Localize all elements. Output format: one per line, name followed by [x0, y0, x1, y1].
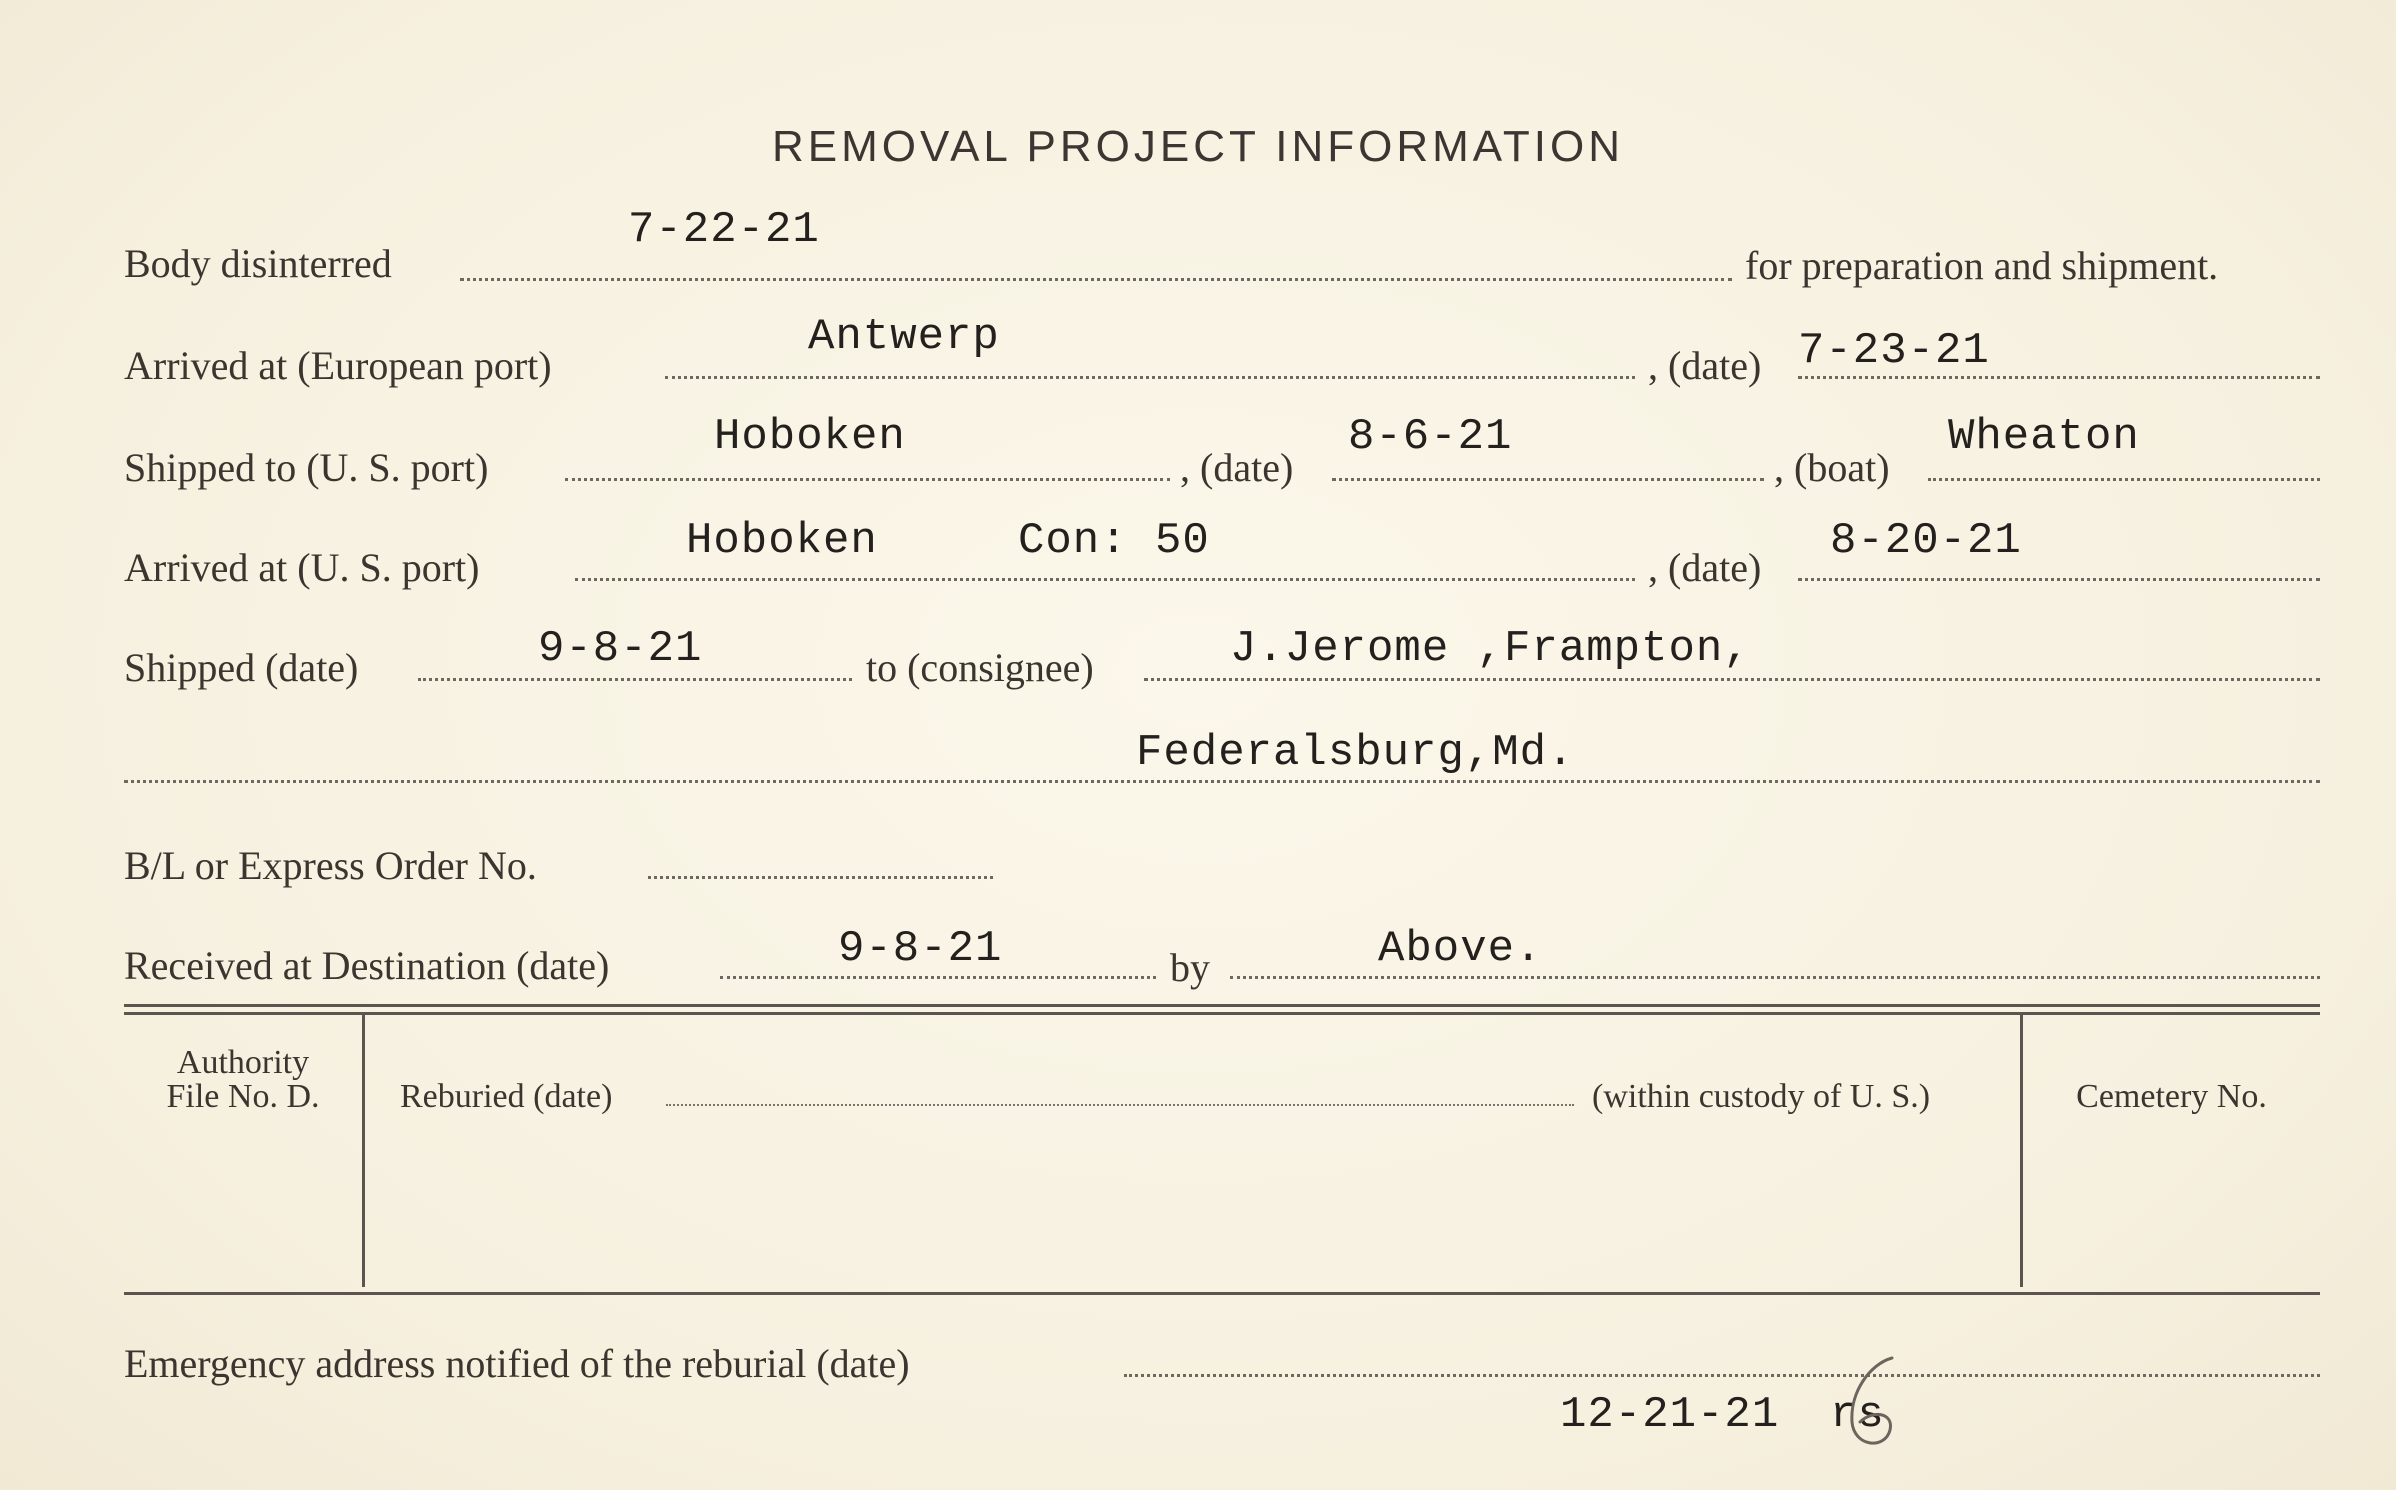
emergency-label: Emergency address notified of the reburial (date) — [124, 1341, 910, 1386]
arrived-european-date-label: , (date) — [1648, 343, 1762, 388]
reburied-label: Reburied (date) — [400, 1078, 613, 1115]
shipped-to-us-port: Hoboken — [714, 412, 906, 462]
card-title: REMOVAL PROJECT INFORMATION — [772, 122, 1624, 171]
consignee-name: J.Jerome ,Frampton, — [1230, 624, 1751, 674]
shipped-to-us-boat-label: , (boat) — [1774, 445, 1890, 490]
consignee-label: to (consignee) — [866, 645, 1094, 690]
authority-label-2: File No. D. — [166, 1078, 320, 1115]
arrived-us-date-line — [1798, 578, 2320, 581]
reburied-line — [666, 1104, 1574, 1106]
shipped-to-us-date-label: , (date) — [1180, 445, 1294, 490]
emergency-date: 12-21-21 — [1560, 1390, 1780, 1440]
body-disinterred-label: Body disinterred — [124, 241, 392, 286]
handwritten-mark — [1830, 1352, 1920, 1462]
table-bottom-rule — [124, 1292, 2320, 1295]
arrived-us-port: Hoboken — [686, 516, 878, 566]
received-date: 9-8-21 — [838, 924, 1003, 974]
consignee-line-2 — [124, 780, 2320, 783]
consignee-address: Federalsburg,Md. — [1136, 728, 1575, 778]
received-by-label: by — [1170, 945, 1210, 990]
arrived-european-date: 7-23-21 — [1798, 326, 1990, 376]
shipped-to-us-label: Shipped to (U. S. port) — [124, 445, 489, 490]
body-disinterred-suffix: for preparation and shipment. — [1745, 243, 2219, 288]
table-top-rule-1 — [124, 1004, 2320, 1007]
bl-order-label: B/L or Express Order No. — [124, 843, 537, 888]
bl-order-line — [648, 876, 993, 879]
shipped-to-us-date-line — [1332, 478, 1764, 481]
shipped-date: 9-8-21 — [538, 624, 703, 674]
body-disinterred-value: 7-22-21 — [628, 205, 820, 255]
shipped-date-label: Shipped (date) — [124, 645, 359, 690]
shipped-to-us-port-line — [565, 478, 1170, 481]
arrived-us-date-label: , (date) — [1648, 545, 1762, 590]
custody-label: (within custody of U. S.) — [1592, 1078, 1931, 1115]
authority-label-1: Authority — [176, 1044, 310, 1081]
received-date-line — [720, 976, 1156, 979]
shipped-to-us-date: 8-6-21 — [1348, 412, 1513, 462]
arrived-us-label: Arrived at (U. S. port) — [124, 545, 480, 590]
received-by: Above. — [1378, 924, 1543, 974]
arrived-us-con: Con: 50 — [1018, 516, 1210, 566]
body-disinterred-line — [460, 278, 1732, 281]
arrived-european-date-line — [1798, 376, 2320, 379]
consignee-line — [1144, 678, 2320, 681]
table-divider-right — [2020, 1015, 2023, 1287]
received-label: Received at Destination (date) — [124, 943, 610, 988]
arrived-european-port: Antwerp — [808, 312, 1000, 362]
shipped-to-us-boat: Wheaton — [1948, 412, 2140, 462]
table-top-rule-2 — [124, 1012, 2320, 1015]
table-divider-left — [362, 1015, 365, 1287]
cemetery-label: Cemetery No. — [2076, 1078, 2267, 1115]
shipped-to-us-boat-line — [1928, 478, 2320, 481]
arrived-us-date: 8-20-21 — [1830, 516, 2022, 566]
arrived-european-port-line — [665, 376, 1635, 379]
emergency-initials: rs — [1830, 1390, 1885, 1440]
emergency-line — [1124, 1374, 2320, 1377]
shipped-date-line — [418, 678, 852, 681]
arrived-european-label: Arrived at (European port) — [124, 343, 552, 388]
arrived-us-port-line — [575, 578, 1635, 581]
received-by-line — [1230, 976, 2320, 979]
